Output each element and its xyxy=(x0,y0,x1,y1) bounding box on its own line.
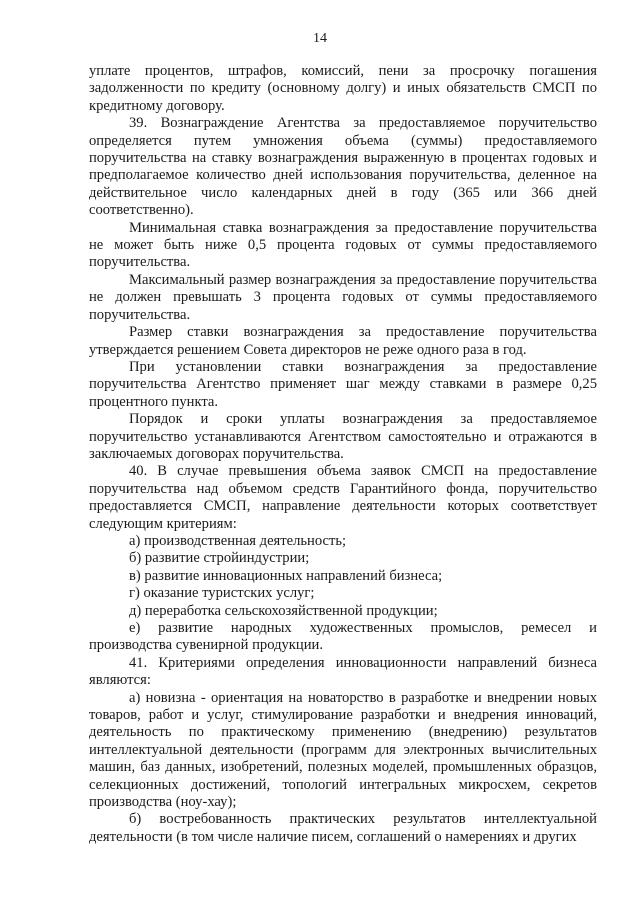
paragraph-39: 39. Вознаграждение Агентства за предоставляемое поручительство определяется путем умножения объема (суммы) предоставляемого поручительства на ставку вознаграждения выраженную в процентах годовых и предполагаемое количество дней использования поручительства, деленное на действительное число календарных дней в году (365 или 366 дней соответственно). xyxy=(89,115,597,219)
list-item-e: е) развитие народных художественных промыслов, ремесел и производства сувенирной продукции. xyxy=(89,620,597,654)
paragraph-min-rate: Минимальная ставка вознаграждения за предоставление поручительства не может быть ниже 0,5 процента годовых от суммы предоставляемого поручительства. xyxy=(89,219,597,271)
paragraph-rate-approval: Размер ставки вознаграждения за предоставление поручительства утверждается решением Совета директоров не реже одного раза в год. xyxy=(89,324,597,358)
list-item-a: а) производственная деятельность; xyxy=(129,532,347,549)
paragraph-41: 41. Критериями определения инновационности направлений бизнеса являются: xyxy=(89,654,597,689)
list-item-g: г) оказание туристских услуг; xyxy=(129,585,315,602)
paragraph-max-rate: Максимальный размер вознаграждения за предоставление поручительства не должен превышать 3 процента годовых от суммы предоставляемого поручительства. xyxy=(89,271,597,323)
list-item-d: д) переработка сельскохозяйственной продукции; xyxy=(129,602,438,619)
criterion-novelty: а) новизна - ориентация на новаторство в разработке и внедрении новых товаров, работ и услуг, стимулирование разработки и внедрения инноваций, деятельность по практическому применению (внедрению) результатов интеллектуальной деятельности (программ для электронных вычислительных машин, баз данных, изобретений, полезных моделей, промышленных образцов, селекционных достижений, топологий интегральных микросхем, секретов производства (ноу-хау); xyxy=(89,689,597,811)
paragraph-40: 40. В случае превышения объема заявок СМСП на предоставление поручительства над объемом средств Гарантийного фонда, поручительство предоставляется СМСП, направление деятельности которых соответствует следующим критериям: xyxy=(89,463,597,532)
paragraph-rate-step: При установлении ставки вознаграждения за предоставление поручительства Агентство применяет шаг между ставками в размере 0,25 процентного пункта. xyxy=(89,358,597,410)
criterion-demand: б) востребованность практических результатов интеллектуальной деятельности (в том числе наличие писем, соглашений о намерениях и других xyxy=(89,811,597,845)
page-number: 14 xyxy=(313,31,327,46)
list-item-b: б) развитие стройиндустрии; xyxy=(129,550,310,567)
document-body xyxy=(89,63,597,846)
list-item-v: в) развитие инновационных направлений бизнеса; xyxy=(129,567,443,584)
paragraph-payment-order: Порядок и сроки уплаты вознаграждения за предоставляемое поручительство устанавливаются Агентством самостоятельно и отражаются в заключаемых договорах поручительства. xyxy=(89,411,597,462)
paragraph-continuation: уплате процентов, штрафов, комиссий, пени за просрочку погашения задолженности по кредиту (основному долгу) и иных обязательств СМСП по кредитному договору. xyxy=(89,63,597,114)
